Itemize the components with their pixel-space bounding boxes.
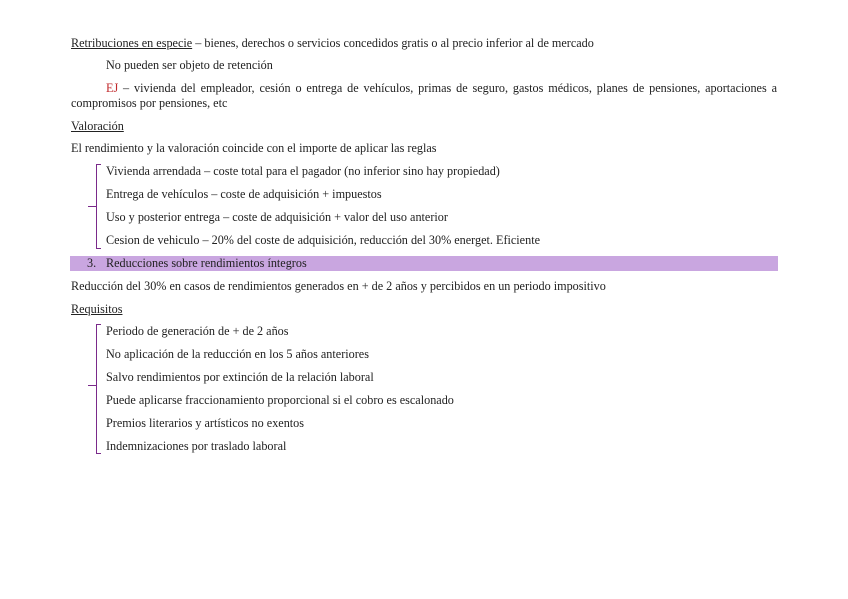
requisito-item: No aplicación de la reducción en los 5 años anteriores [106, 347, 369, 361]
requisitos-heading: Requisitos [71, 302, 123, 316]
ej-text: – vivienda del empleador, cesión o entrega de vehículos, primas de seguro, gastos médicos, planes de pensiones, aportaciones a compromisos por pensiones, etc [71, 81, 777, 110]
requisito-item: Periodo de generación de + de 2 años [106, 324, 289, 338]
valoracion-heading: Valoración [71, 119, 124, 133]
section-number: 3. [87, 256, 97, 270]
ej-label: EJ [106, 81, 119, 95]
reduccion-intro: Reducción del 30% en casos de rendimientos generados en + de 2 años y percibidos en un periodo impositivo [71, 279, 606, 293]
valoracion-rule: Entrega de vehículos – coste de adquisición + impuestos [106, 187, 382, 201]
requisito-item: Indemnizaciones por traslado laboral [106, 439, 287, 453]
requisito-item: Premios literarios y artísticos no exentos [106, 416, 305, 430]
requisito-item: Puede aplicarse fraccionamiento proporcional si el cobro es escalonado [106, 393, 454, 407]
requisito-item: Salvo rendimientos por extinción de la relación laboral [106, 370, 374, 384]
retribuciones-term: Retribuciones en especie [71, 36, 193, 50]
section-title: Reducciones sobre rendimientos íntegros [106, 256, 307, 270]
no-retencion-line: No pueden ser objeto de retención [106, 58, 273, 72]
valoracion-intro: El rendimiento y la valoración coincide con el importe de aplicar las reglas [71, 141, 437, 155]
retribuciones-definition: – bienes, derechos o servicios concedidos gratis o al precio inferior al de mercado [192, 36, 594, 50]
valoracion-rule: Vivienda arrendada – coste total para el pagador (no inferior sino hay propiedad) [106, 164, 500, 178]
valoracion-rule: Uso y posterior entrega – coste de adquisición + valor del uso anterior [106, 210, 448, 224]
retribuciones-paragraph [71, 36, 594, 51]
ej-paragraph [71, 81, 777, 111]
valoracion-rule: Cesion de vehiculo – 20% del coste de adquisición, reducción del 30% energet. Eficiente [106, 233, 540, 247]
